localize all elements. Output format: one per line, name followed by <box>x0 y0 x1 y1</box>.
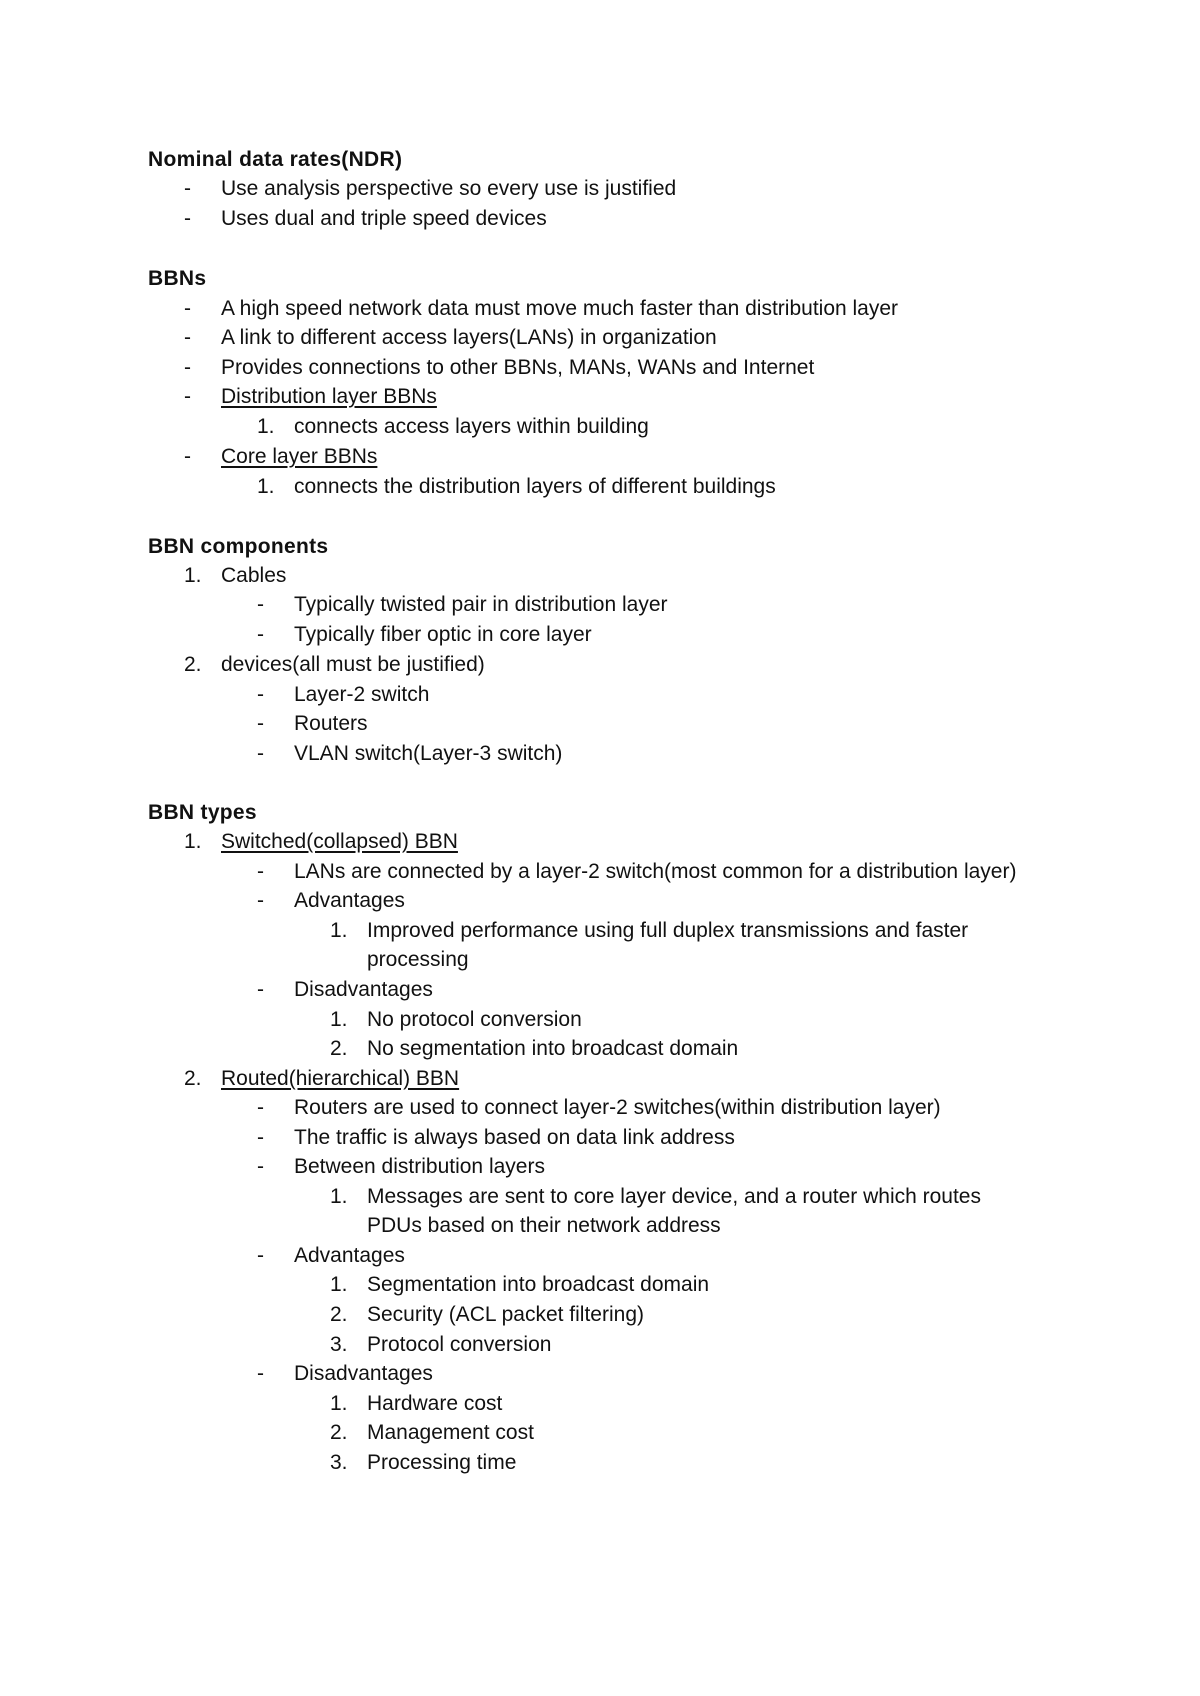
list-number: 1. <box>330 1392 348 1415</box>
list-item: Typically fiber optic in core layer <box>294 623 592 646</box>
list-item-underlined: Core layer BBNs <box>221 445 378 468</box>
list-number: 1. <box>257 475 275 498</box>
bullet-dash: - <box>184 326 191 349</box>
list-number: 2. <box>184 1067 202 1090</box>
section-heading-ndr: Nominal data rates(NDR) <box>148 148 403 171</box>
list-item: Disadvantages <box>294 1362 433 1385</box>
bullet-dash: - <box>257 712 264 735</box>
list-item-underlined: Switched(collapsed) BBN <box>221 830 458 853</box>
list-item: Routers are used to connect layer-2 switches(within distribution layer) <box>294 1096 941 1119</box>
bullet-dash: - <box>257 1362 264 1385</box>
list-item: Between distribution layers <box>294 1155 545 1178</box>
list-item: Layer-2 switch <box>294 683 430 706</box>
bullet-dash: - <box>184 297 191 320</box>
list-item: The traffic is always based on data link address <box>294 1126 735 1149</box>
list-item: connects the distribution layers of different buildings <box>294 475 776 498</box>
list-item-underlined: Distribution layer BBNs <box>221 385 437 408</box>
section-heading-bbn-components: BBN components <box>148 535 329 558</box>
bullet-dash: - <box>184 385 191 408</box>
list-item: Management cost <box>367 1421 534 1444</box>
list-item: Disadvantages <box>294 978 433 1001</box>
bullet-dash: - <box>184 207 191 230</box>
list-item: Processing time <box>367 1451 517 1474</box>
list-number: 3. <box>330 1333 348 1356</box>
list-number: 1. <box>330 1185 348 1208</box>
list-item: devices(all must be justified) <box>221 653 485 676</box>
list-number: 2. <box>330 1421 348 1444</box>
bullet-dash: - <box>257 1244 264 1267</box>
list-item: Messages are sent to core layer device, and a router which routes <box>367 1185 981 1208</box>
list-item: Advantages <box>294 889 405 912</box>
list-item: Hardware cost <box>367 1392 503 1415</box>
list-number: 1. <box>330 1273 348 1296</box>
list-number: 1. <box>257 415 275 438</box>
list-item: Advantages <box>294 1244 405 1267</box>
bullet-dash: - <box>184 177 191 200</box>
list-item-underlined: Routed(hierarchical) BBN <box>221 1067 460 1090</box>
list-item: Security (ACL packet filtering) <box>367 1303 644 1326</box>
section-heading-bbns: BBNs <box>148 267 207 290</box>
list-item: No protocol conversion <box>367 1008 582 1031</box>
bullet-dash: - <box>184 445 191 468</box>
list-number: 3. <box>330 1451 348 1474</box>
list-item: Uses dual and triple speed devices <box>221 207 547 230</box>
list-item: A high speed network data must move much faster than distribution layer <box>221 297 899 320</box>
list-item: Provides connections to other BBNs, MANs, WANs and Internet <box>221 356 815 379</box>
bullet-dash: - <box>257 889 264 912</box>
bullet-dash: - <box>257 742 264 765</box>
list-item: No segmentation into broadcast domain <box>367 1037 739 1060</box>
list-item: Typically twisted pair in distribution layer <box>294 593 668 616</box>
list-number: 2. <box>330 1037 348 1060</box>
bullet-dash: - <box>184 356 191 379</box>
section-heading-bbn-types: BBN types <box>148 801 257 824</box>
bullet-dash: - <box>257 1126 264 1149</box>
bullet-dash: - <box>257 623 264 646</box>
list-number: 1. <box>330 919 348 942</box>
list-item: Cables <box>221 564 287 587</box>
list-number: 1. <box>184 564 202 587</box>
bullet-dash: - <box>257 593 264 616</box>
list-item: A link to different access layers(LANs) in organization <box>221 326 717 349</box>
list-number: 1. <box>184 830 202 853</box>
list-item: VLAN switch(Layer-3 switch) <box>294 742 563 765</box>
list-item: Improved performance using full duplex transmissions and faster <box>367 919 969 942</box>
list-number: 2. <box>184 653 202 676</box>
list-item: Segmentation into broadcast domain <box>367 1273 710 1296</box>
list-item-continuation: PDUs based on their network address <box>367 1214 721 1237</box>
list-item-continuation: processing <box>367 948 469 971</box>
bullet-dash: - <box>257 1155 264 1178</box>
list-number: 2. <box>330 1303 348 1326</box>
bullet-dash: - <box>257 860 264 883</box>
bullet-dash: - <box>257 683 264 706</box>
list-item: Routers <box>294 712 368 735</box>
bullet-dash: - <box>257 978 264 1001</box>
list-number: 1. <box>330 1008 348 1031</box>
bullet-dash: - <box>257 1096 264 1119</box>
list-item: Protocol conversion <box>367 1333 552 1356</box>
list-item: connects access layers within building <box>294 415 649 438</box>
list-item: Use analysis perspective so every use is justified <box>221 177 677 200</box>
list-item: LANs are connected by a layer-2 switch(most common for a distribution layer) <box>294 860 1017 883</box>
